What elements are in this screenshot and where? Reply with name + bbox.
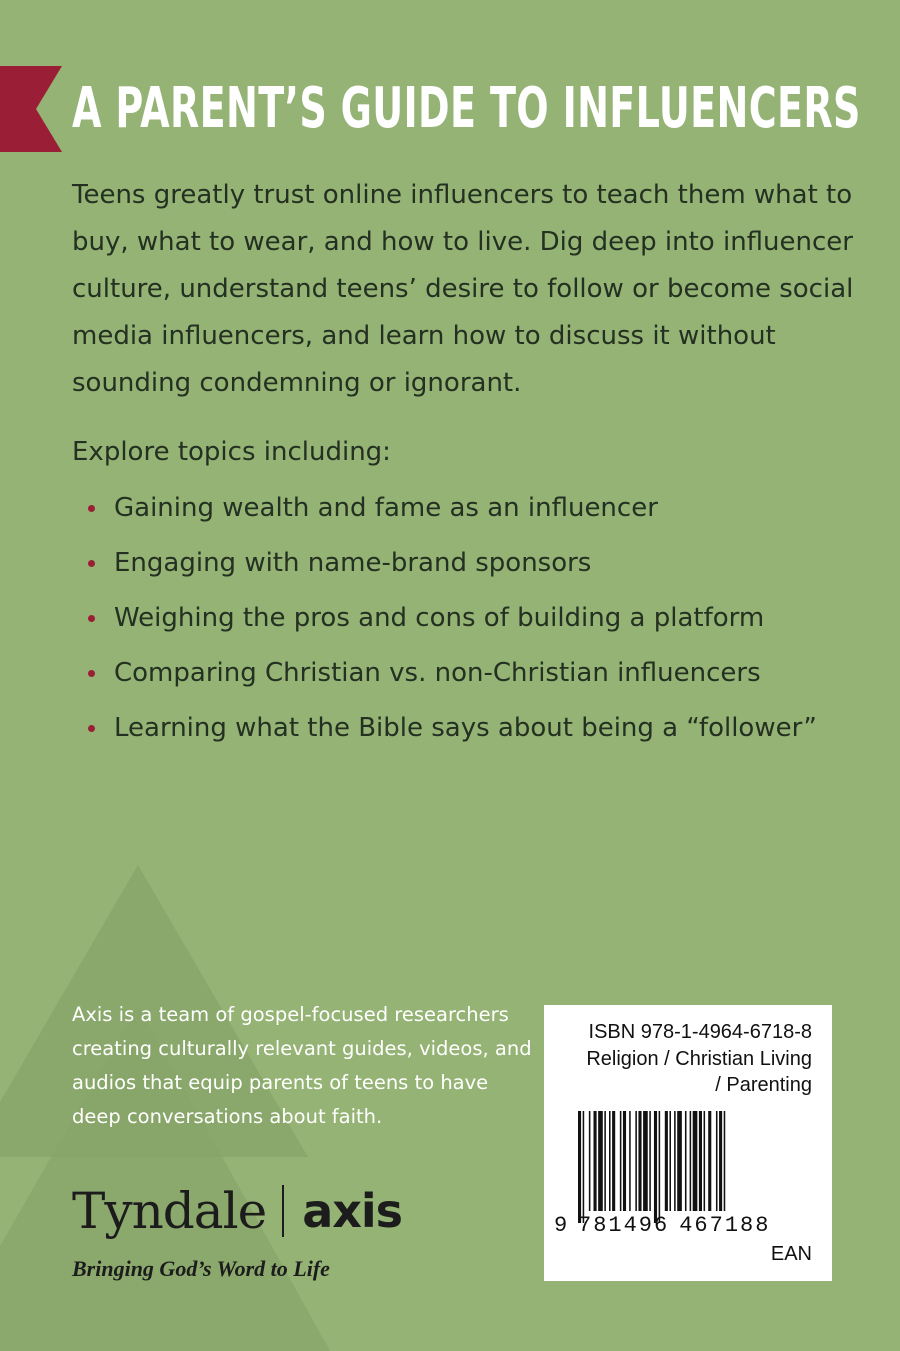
topic-text: Gaining wealth and fame as an influencer — [114, 493, 658, 523]
category-text-2: / Parenting — [715, 1074, 812, 1096]
explore-heading: Explore topics including: — [72, 437, 391, 467]
bullet-icon — [88, 615, 95, 622]
bullet-icon — [88, 670, 95, 677]
book-title: A PARENT’S GUIDE TO INFLUENCERS — [72, 76, 861, 141]
topic-text: Comparing Christian vs. non-Christian influencers — [114, 658, 761, 688]
tyndale-wordmark: Tyndale — [72, 1182, 267, 1240]
about-axis-paragraph: Axis is a team of gospel-focused researchers creating culturally relevant guides, videos, and audios that equip parents of teens to have deep conversations about faith. — [72, 1003, 532, 1128]
barcode-digit-group-2: 467188 — [679, 1213, 771, 1238]
barcode-digit-first: 9 — [554, 1213, 568, 1238]
category-text: Religion / Christian Living — [586, 1048, 812, 1070]
list-item — [88, 596, 817, 651]
bullet-icon — [88, 560, 95, 567]
list-item — [88, 706, 817, 761]
isbn-text: ISBN 978-1-4964-6718-8 — [588, 1021, 812, 1043]
barcode-panel — [544, 1005, 832, 1281]
barcode-digits — [554, 1213, 816, 1239]
bullet-icon — [88, 725, 95, 732]
publisher-tagline: Bringing God’s Word to Life — [72, 1256, 330, 1281]
topic-text: Weighing the pros and cons of building a platform — [114, 603, 765, 633]
list-item — [88, 486, 817, 541]
axis-wordmark: axis — [302, 1184, 403, 1238]
title-ribbon — [0, 66, 62, 152]
list-item — [88, 651, 817, 706]
bullet-icon — [88, 505, 95, 512]
barcode-digit-group-1: 781496 — [578, 1213, 670, 1238]
barcode-icon — [578, 1111, 813, 1223]
publisher-logo — [72, 1176, 402, 1246]
logo-divider — [282, 1185, 284, 1237]
topic-text: Engaging with name-brand sponsors — [114, 548, 592, 578]
intro-paragraph: Teens greatly trust online influencers to teach them what to buy, what to wear, and how to live. Dig deep into influencer culture, understand teens’ desire to follow or become social media influencers, and learn how to discuss it without sounding condemning or ignorant. — [72, 180, 854, 398]
list-item — [88, 541, 817, 596]
ean-label: EAN — [770, 1243, 812, 1265]
topic-text: Learning what the Bible says about being a “follower” — [114, 713, 817, 743]
topics-list — [88, 486, 817, 761]
